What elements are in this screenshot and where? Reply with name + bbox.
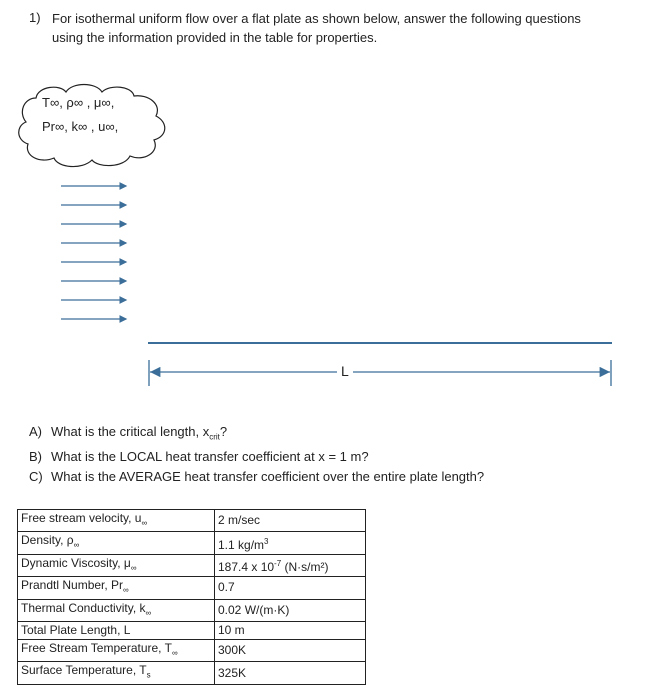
length-dimension-line <box>145 358 615 388</box>
table-row: Density, $\rho_\infty$ 1.1 $kg/m^3$ <box>18 532 366 554</box>
part-b: B) What is the LOCAL heat transfer coefficient at x = 1 m? <box>29 449 369 465</box>
table-row: Thermal Conductivity, $k_\infty$ 0.02 W/(m·K) <box>18 599 366 621</box>
table-row: Total Plate Length, L 10 m <box>18 621 366 639</box>
length-label: L <box>337 363 353 379</box>
table-row: Prandtl Number, $Pr_\infty$ 0.7 <box>18 577 366 599</box>
table-row: Surface Temperature, $T_s$ 325K <box>18 662 366 684</box>
properties-table <box>17 509 366 685</box>
table-row: Free Stream Temperature, $T_\infty$ 300K <box>18 639 366 661</box>
part-c: C) What is the AVERAGE heat transfer coefficient over the entire plate length? <box>29 468 485 484</box>
flat-plate <box>148 342 612 344</box>
cloud-line-1: T∞, ρ∞ , μ∞, <box>42 95 115 110</box>
table-row: Free stream velocity, $u_\infty$ 2 m/sec <box>18 510 366 532</box>
question-parts <box>29 422 484 486</box>
problem-statement: For isothermal uniform flow over a flat plate as shown below, answer the following questions using the information provided in the table for properties. <box>52 11 581 45</box>
flow-arrows <box>58 178 133 328</box>
problem-number: 1) <box>29 10 41 25</box>
part-a: A) What is the critical length, $x_{crit}$? <box>29 424 228 442</box>
freestream-cloud <box>14 80 174 170</box>
table-row: Dynamic Viscosity, $\mu_\infty$ 187.4 x $10^{-7}$ (N·s/m²) <box>18 554 366 576</box>
cloud-line-2: Pr∞, k∞ , u∞, <box>42 119 119 134</box>
